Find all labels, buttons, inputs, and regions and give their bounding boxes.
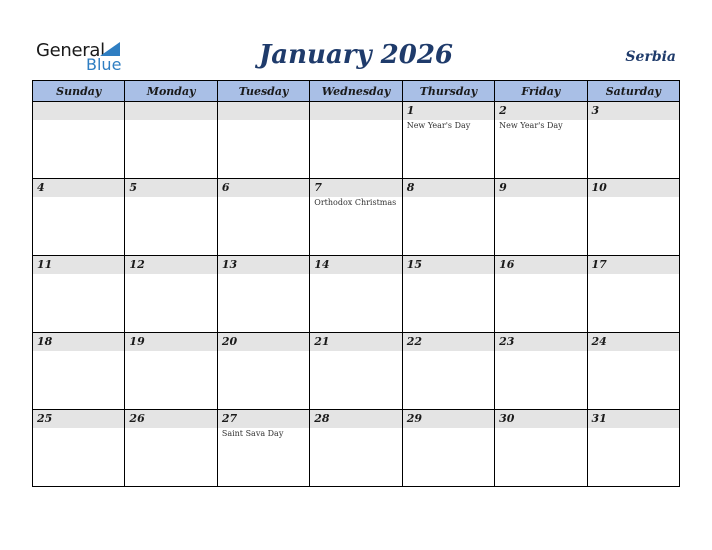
day-number: 16 [495,256,586,274]
day-cell [402,179,494,256]
day-number: 18 [33,333,124,351]
day-cell [587,333,679,410]
day-cell [125,256,217,333]
calendar-title: January 2026 [258,40,454,70]
logo-blue-text: Blue [86,55,122,74]
country-label: Serbia [625,49,676,65]
week-row [33,102,680,179]
day-cell [33,410,125,487]
calendar-grid [32,80,680,487]
weekday-wednesday: Wednesday [310,81,402,102]
day-cell [125,333,217,410]
day-number: 21 [310,333,401,351]
day-number: 3 [588,102,679,120]
day-number: 26 [125,410,216,428]
logo-general-text: General [36,40,105,61]
day-cell [217,179,309,256]
day-cell [587,410,679,487]
day-cell [217,256,309,333]
day-number: 4 [33,179,124,197]
week-row [33,333,680,410]
day-cell [402,333,494,410]
day-cell [310,179,402,256]
day-cell [495,410,587,487]
holiday-label: Saint Sava Day [221,429,284,438]
day-number: 24 [588,333,679,351]
holiday-label: New Year's Day [406,121,471,130]
day-number: 28 [310,410,401,428]
day-cell [495,256,587,333]
day-number: 19 [125,333,216,351]
day-number: 5 [125,179,216,197]
day-cell [217,333,309,410]
holiday-label: Orthodox Christmas [314,198,397,207]
day-cell [587,256,679,333]
day-number [310,102,401,120]
day-number: 8 [403,179,494,197]
day-number: 1 [403,102,494,120]
day-number: 31 [588,410,679,428]
day-cell [587,102,679,179]
day-cell [495,179,587,256]
week-row [33,410,680,487]
empty-day-cell [217,102,309,179]
day-number: 13 [218,256,309,274]
day-cell [125,410,217,487]
day-number: 14 [310,256,401,274]
day-number: 30 [495,410,586,428]
day-cell [33,333,125,410]
weekday-monday: Monday [125,81,217,102]
day-cell [33,179,125,256]
day-number: 27 [218,410,309,428]
day-cell [33,256,125,333]
day-cell [495,333,587,410]
day-number: 25 [33,410,124,428]
day-number: 6 [218,179,309,197]
day-cell [310,333,402,410]
weekday-saturday: Saturday [587,81,679,102]
holiday-label: New Year's Day [499,121,563,130]
weekday-sunday: Sunday [33,81,125,102]
empty-day-cell [125,102,217,179]
day-number: 20 [218,333,309,351]
week-row [33,256,680,333]
day-cell [402,410,494,487]
day-number: 2 [495,102,586,120]
day-cell [310,410,402,487]
day-cell [587,179,679,256]
day-number: 11 [33,256,124,274]
day-number: 7 [310,179,401,197]
day-number: 12 [125,256,216,274]
day-cell [125,179,217,256]
day-cell [217,410,309,487]
day-cell [402,256,494,333]
empty-day-cell [310,102,402,179]
day-number: 29 [403,410,494,428]
day-cell [310,256,402,333]
day-number: 23 [495,333,586,351]
weekday-tuesday: Tuesday [217,81,309,102]
day-number [218,102,309,120]
day-cell [495,102,587,179]
day-number: 15 [403,256,494,274]
day-number [33,102,124,120]
day-cell [402,102,494,179]
week-row [33,179,680,256]
day-number [125,102,216,120]
day-number: 10 [588,179,679,197]
weekday-header-row [33,81,680,102]
weekday-friday: Friday [495,81,587,102]
weekday-thursday: Thursday [402,81,494,102]
day-number: 9 [495,179,586,197]
empty-day-cell [33,102,125,179]
day-number: 22 [403,333,494,351]
day-number: 17 [588,256,679,274]
